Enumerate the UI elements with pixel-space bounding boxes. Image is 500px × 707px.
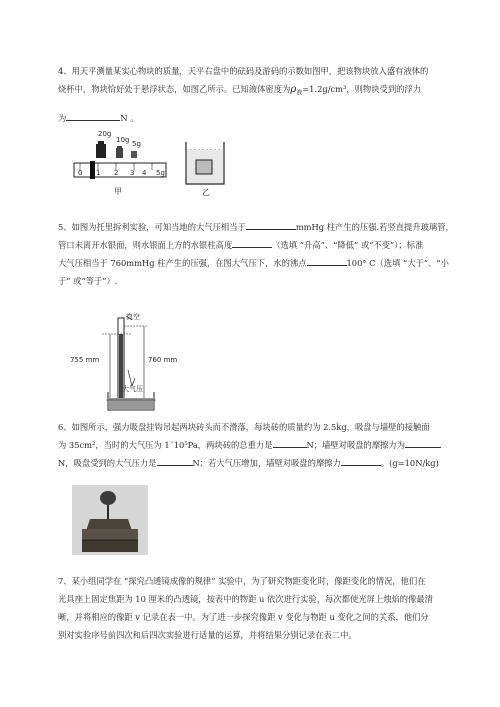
q5-line-2 xyxy=(58,236,472,254)
q5-line-3-text: 大气压相当于 760mmHg 柱产生的压强，在图大气压下，水的沸点 xyxy=(58,258,307,268)
caption-jia: 甲 xyxy=(114,187,122,196)
q5-line-4: 于” 或“等于”）. xyxy=(58,276,118,286)
balance-drawing xyxy=(72,128,172,200)
question-4 xyxy=(58,62,472,127)
suction-cup-icon xyxy=(72,485,148,555)
q6-line-2 xyxy=(58,436,472,454)
rho-subscript: 液 xyxy=(296,89,303,97)
q4-line-3-text: 为 xyxy=(58,112,67,123)
answer-blank-boiling[interactable] xyxy=(307,255,347,266)
q5-line-1 xyxy=(58,218,472,236)
scale-tick-1: 1 xyxy=(96,169,101,177)
weight-label-10g: 10g xyxy=(116,136,130,144)
answer-blank-pressure-force[interactable] xyxy=(157,455,193,466)
q4-line-1: 4、用天平测量某实心物块的质量，天平右盘中的砝码及游码的示数如图甲，把该物块放入盛有液体的 xyxy=(58,66,429,76)
photo-suction-cup-bricks xyxy=(72,485,148,555)
question-5 xyxy=(58,218,472,290)
q7-line-3: 晰，并将相应的像距 v 记录在表一中。为了进一步探究像距 v 变化与物距 u 变化之间的关系，他们分 xyxy=(58,612,429,622)
q6-line-2-mid: N；墙壁对吸盘的摩擦力为 xyxy=(306,440,406,450)
q5-line-3-tail: 100° C（选填 “大于”、“小 xyxy=(346,258,449,268)
answer-blank-gravity[interactable] xyxy=(273,437,307,448)
q4-line-3 xyxy=(58,109,472,127)
q7-line-4: 别对实验序号前四次和后四次实验进行适量的运算，并将结果分别记录在表二中。 xyxy=(58,630,357,640)
scale-tick-4: 4 xyxy=(142,169,147,177)
scale-tick-0: 0 xyxy=(78,169,83,177)
weight-label-5g: 5g xyxy=(132,140,141,148)
beaker-drawing xyxy=(182,138,232,188)
label-atmosphere: 大气压 xyxy=(122,385,143,393)
scale-tick-5g: 5g xyxy=(156,169,165,177)
q5-line-2-tail: （选填 “升高”、“降低” 或“不变”）；标准 xyxy=(272,240,424,250)
caption-yi: 乙 xyxy=(202,188,210,197)
q5-line-2-text: 管口未离开水银面，则水银面上方的水银柱高度 xyxy=(58,240,233,250)
q6-line-3-tail: 。(g=10N/kg) xyxy=(380,458,439,468)
label-vacuum: 真空 xyxy=(126,313,140,321)
q6-line-3-text: N，吸盘受到的大气压力是 xyxy=(58,458,157,468)
q5-line-1-tail: mmHg 柱产生的压强.若竖直提升玻璃管， xyxy=(295,222,454,232)
answer-blank-mmhg[interactable] xyxy=(246,219,296,230)
torricelli-drawing xyxy=(88,312,198,414)
density-value: =1.2g/cm³ xyxy=(302,84,347,94)
figure-jia xyxy=(72,128,172,200)
q6-line-3-mid: N；若大气压增加，墙壁对吸盘的摩擦力 xyxy=(192,458,341,468)
q4-line-3-unit: N 。 xyxy=(120,112,139,123)
label-760mm: 760 mm xyxy=(148,356,178,364)
q6-line-3 xyxy=(58,454,472,472)
q7-line-1: 7、某小组同学在 “探究凸透镜成像的规律” 实验中，为了研究物距变化时，像距变化的情况，他们在 xyxy=(58,576,426,586)
q5-line-3 xyxy=(58,254,472,272)
label-755mm: 755 mm xyxy=(70,356,100,364)
answer-blank-friction[interactable] xyxy=(405,437,441,448)
figure-yi xyxy=(182,138,232,200)
answer-blank-friction-change[interactable] xyxy=(341,455,381,466)
weight-label-20g: 20g xyxy=(98,130,112,138)
figure-torricelli xyxy=(70,312,198,414)
q6-line-2-text: 为 35cm²，当时的大气压为 1´10⁵Pa，两块砖的总重力是 xyxy=(58,440,273,450)
q6-line-1: 6、如图所示，强力吸盘挂钩吊起两块砖头而不滑落，每块砖的质量约为 2.5kg，吸盘与墙壁的接触面 xyxy=(58,422,430,432)
q7-line-2: 光具座上固定焦距为 10 厘米的凸透镜，按表中的物距 u 依次进行实验，每次都使光屏上烛焰的像最清 xyxy=(58,594,433,604)
q5-line-1-text: 5、如图为托里拆利实验，可知当地的大气压相当于 xyxy=(58,222,246,232)
question-7 xyxy=(58,572,472,644)
q4-line-2-tail: ，则物块受到的浮力 xyxy=(346,84,422,94)
q4-line-2-text: 烧杯中，物块恰好处于悬浮状态，如图乙所示。已知液体密度为 xyxy=(58,84,291,94)
q4-line-2 xyxy=(58,80,472,103)
answer-blank-buoyancy[interactable] xyxy=(66,110,120,121)
scale-tick-3: 3 xyxy=(130,169,135,177)
question-6 xyxy=(58,418,472,472)
rho-symbol: ρ xyxy=(290,84,297,95)
scale-tick-2: 2 xyxy=(114,169,119,177)
answer-blank-height[interactable] xyxy=(232,237,272,248)
